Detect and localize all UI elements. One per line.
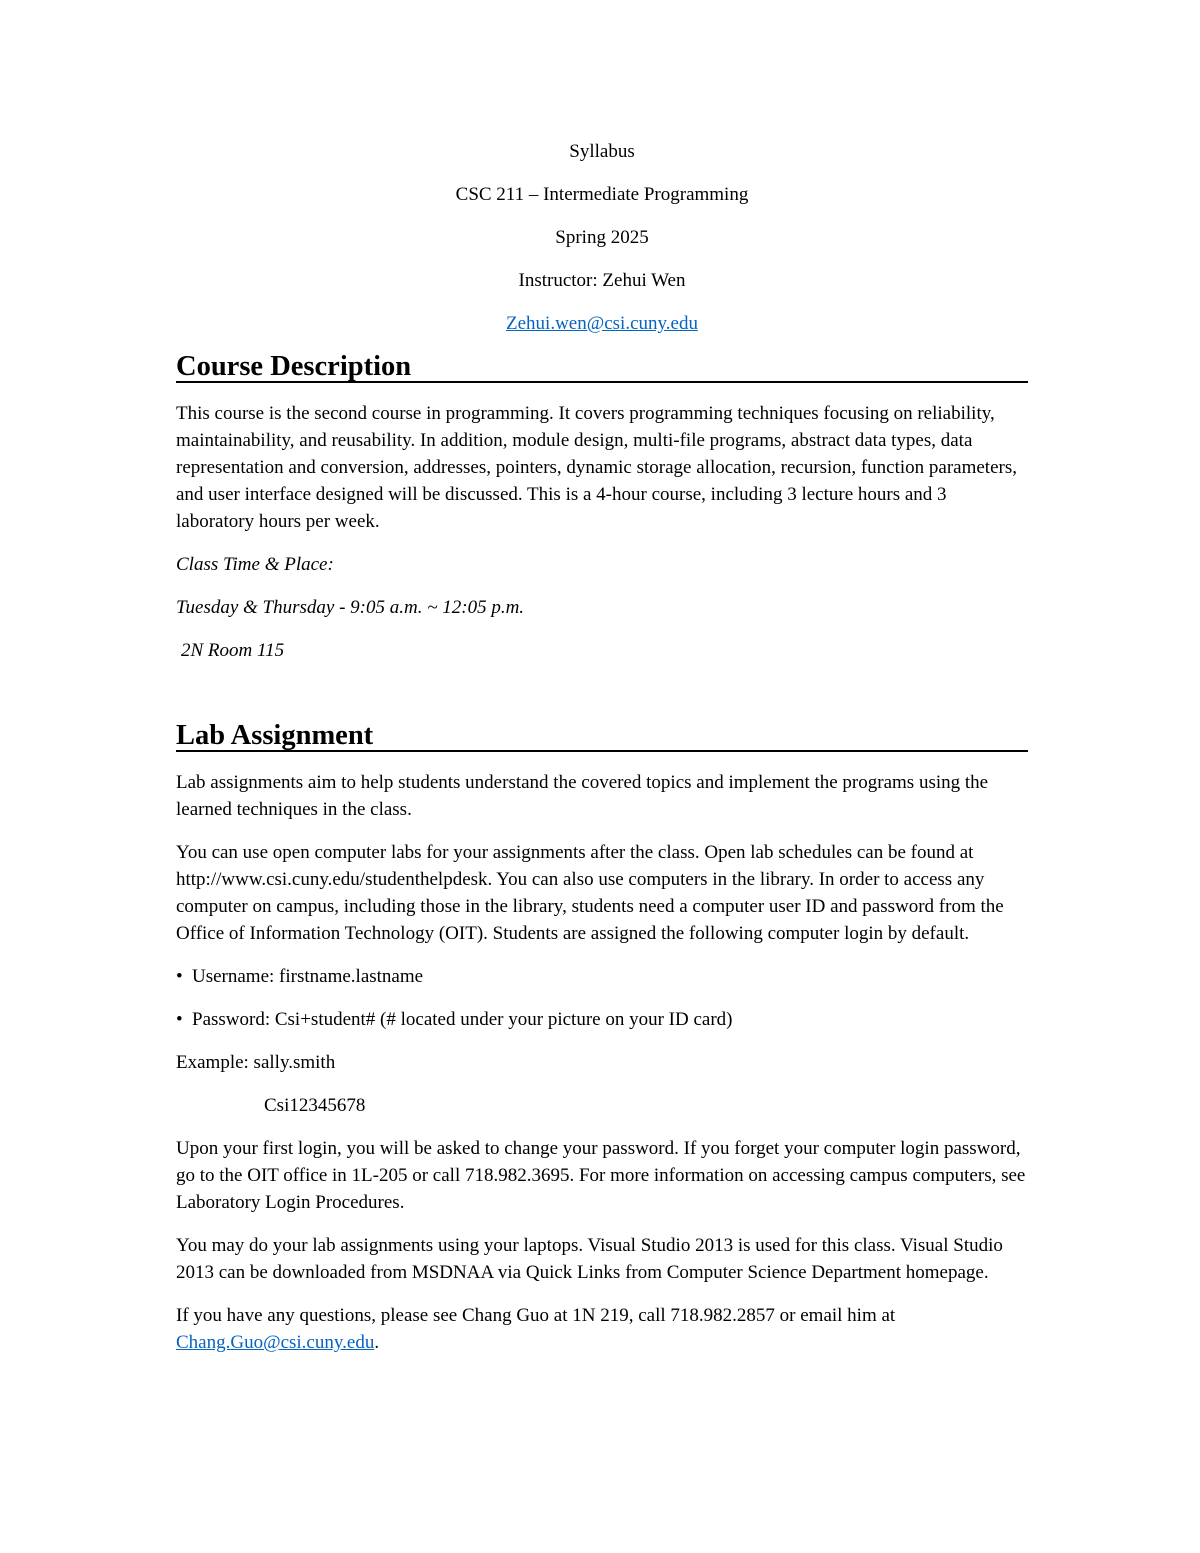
bullet-icon: • <box>176 1009 183 1030</box>
list-item <box>176 963 1028 990</box>
contact-email-link[interactable]: Chang.Guo@csi.cuny.edu <box>176 1332 375 1353</box>
term: Spring 2025 <box>555 227 649 248</box>
class-time: Tuesday & Thursday - 9:05 a.m. ~ 12:05 p.m. <box>176 597 525 618</box>
course-name: CSC 211 – Intermediate Programming <box>455 184 749 205</box>
username-item: Username: firstname.lastname <box>192 966 424 987</box>
instructor-email-line <box>176 310 1028 337</box>
lab-paragraph-2: You can use open computer labs for your assignments after the class. Open lab schedules can be found at http://www.csi.cuny.edu/studenthelpdesk. You can also use computers in the library. In order to access any computer on campus, including those in the library, students need a computer user ID and password from the Office of Information Technology (OIT). Students are assigned the following computer login by default. <box>176 842 1004 944</box>
lab-paragraph-5-text: If you have any questions, please see Chang Guo at 1N 219, call 718.982.2857 or email him at <box>176 1305 896 1326</box>
course-description-body: This course is the second course in programming. It covers programming techniques focusing on reliability, maintainability, and reusability. In addition, module design, multi-file programs, abstract data types, data representation and conversion, addresses, pointers, dynamic storage allocation, recursion, function parameters, and user interface designed will be discussed. This is a 4-hour course, including 3 lecture hours and 3 laboratory hours per week. <box>176 403 1017 532</box>
class-room: 2N Room 115 <box>181 640 285 661</box>
password-item: Password: Csi+student# (# located under your picture on your ID card) <box>192 1009 733 1030</box>
example-username: Example: sally.smith <box>176 1052 336 1073</box>
lab-paragraph-5-end: . <box>374 1332 380 1353</box>
class-time-label: Class Time & Place: <box>176 554 334 575</box>
lab-paragraph-1: Lab assignments aim to help students understand the covered topics and implement the programs using the learned techniques in the class. <box>176 772 989 820</box>
section-spacer <box>176 680 1028 722</box>
lab-paragraph-5 <box>176 1302 1028 1356</box>
list-item <box>176 1006 1028 1033</box>
instructor-name: Instructor: Zehui Wen <box>518 270 686 291</box>
lab-assignment-heading: Lab Assignment <box>176 722 1028 752</box>
instructor-email-link[interactable]: Zehui.wen@csi.cuny.edu <box>506 313 698 334</box>
lab-paragraph-4: You may do your lab assignments using your laptops. Visual Studio 2013 is used for this class. Visual Studio 2013 can be downloaded from MSDNAA via Quick Links from Computer Science Department homepage. <box>176 1235 1003 1283</box>
document-title: Syllabus <box>569 141 635 162</box>
bullet-icon: • <box>176 966 183 987</box>
course-description-heading: Course Description <box>176 353 1028 383</box>
example-password: Csi12345678 <box>264 1095 366 1116</box>
lab-paragraph-3: Upon your first login, you will be asked to change your password. If you forget your computer login password, go to the OIT office in 1L-205 or call 718.982.3695. For more information on accessing campus computers, see Laboratory Login Procedures. <box>176 1138 1026 1213</box>
syllabus-page <box>176 138 1028 1372</box>
